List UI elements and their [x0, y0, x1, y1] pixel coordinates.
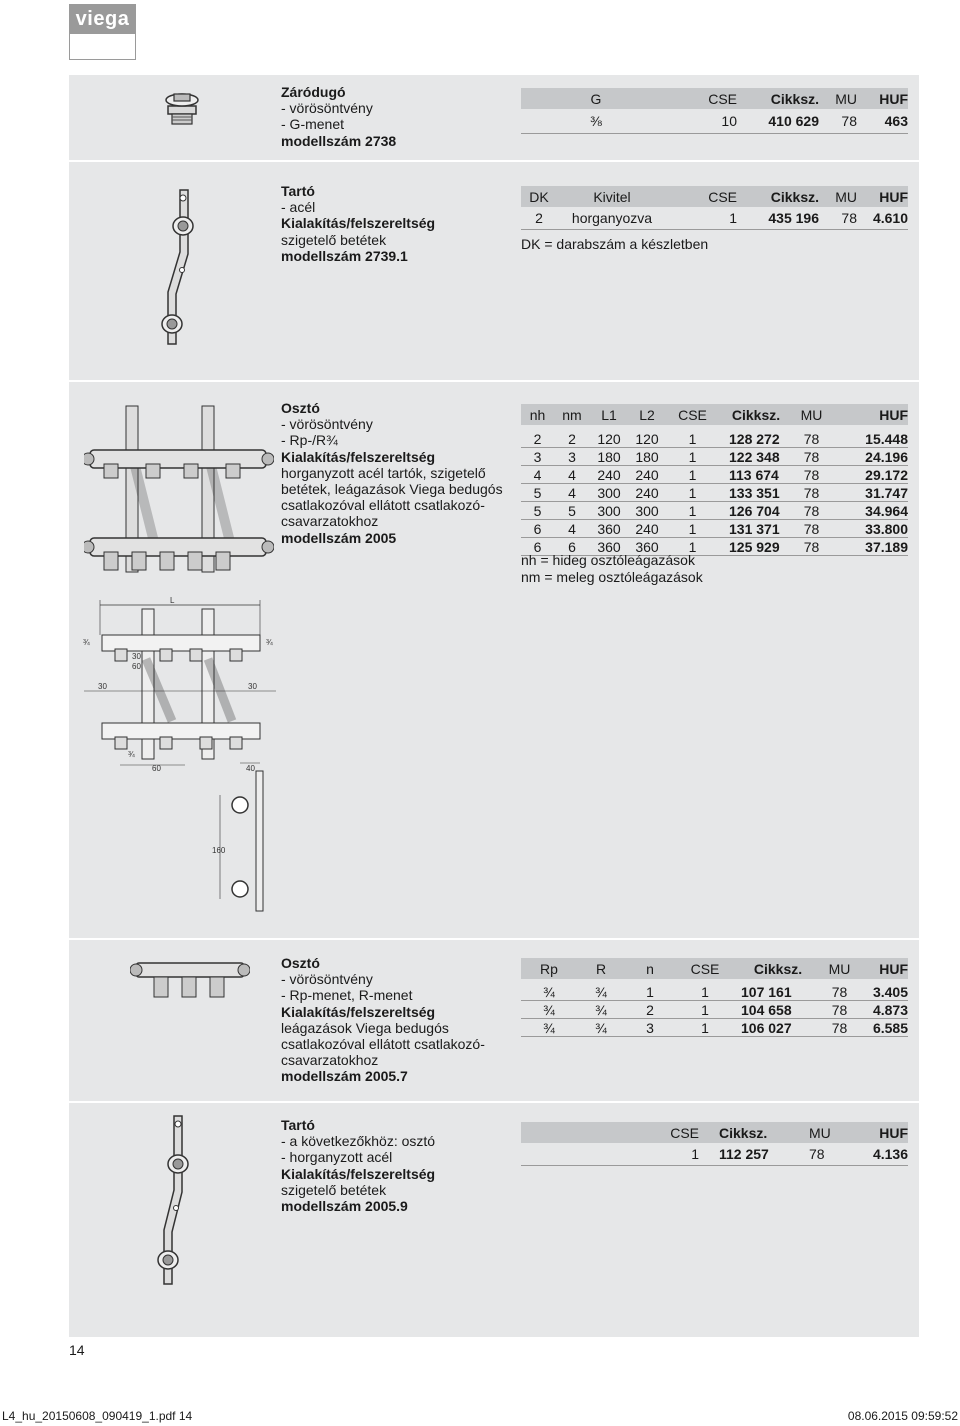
desc-line: csavarzatokhoz — [281, 1052, 379, 1069]
table-cell: 3 — [554, 448, 590, 466]
col-header: Cikksz. — [719, 404, 793, 425]
col-header: CSE — [675, 958, 735, 979]
desc-line: Kialakítás/felszereltség — [281, 448, 436, 465]
legend-note: DK = darabszám a készletben — [521, 236, 709, 252]
table-cell: 1 — [625, 983, 675, 1001]
table-cell: 360 — [590, 538, 628, 556]
desc-line: leágazások Viega bedugós — [281, 1019, 449, 1036]
col-header: HUF — [858, 958, 908, 979]
desc-line: - Rp-/R¾ — [281, 432, 338, 449]
table-row — [521, 1019, 908, 1037]
table-row — [521, 502, 908, 520]
table-cell: 78 — [819, 207, 857, 230]
section-separator — [69, 1101, 919, 1103]
model-number: modellszám 2738 — [281, 132, 397, 149]
table-cell: 78 — [793, 430, 830, 448]
table-cell: 5 — [521, 484, 554, 502]
table-cell: 122 348 — [719, 448, 793, 466]
table-cell: 180 — [590, 448, 628, 466]
table-cell: 2 — [625, 1001, 675, 1019]
model-number: modellszám 2739.1 — [281, 247, 408, 264]
table-row — [521, 1143, 908, 1166]
table-cell: 78 — [793, 502, 830, 520]
price-table-tarto — [521, 186, 908, 230]
table-row — [521, 1001, 908, 1019]
table-cell: 2 — [521, 207, 557, 230]
table-cell: 131 371 — [719, 520, 793, 538]
table-cell: 24.196 — [830, 448, 908, 466]
dimension-label: ¾ — [128, 750, 135, 759]
dimension-label: 60 — [152, 764, 161, 773]
table-cell: ¾ — [577, 983, 625, 1001]
dimension-label: ¾ — [83, 638, 90, 647]
table-cell: 78 — [793, 484, 830, 502]
desc-line: Kialakítás/felszereltség — [281, 1003, 436, 1020]
table-cell: 33.800 — [830, 520, 908, 538]
table-cell: 37.189 — [830, 538, 908, 556]
table-cell: 112 257 — [719, 1143, 809, 1166]
legend-note: nh = hideg osztóleágazások — [521, 552, 695, 568]
col-header: Cikksz. — [719, 1122, 809, 1143]
table-cell: 34.964 — [830, 502, 908, 520]
col-header: Cikksz. — [737, 88, 819, 109]
table-cell: 1 — [521, 1143, 719, 1166]
table-cell: 360 — [590, 520, 628, 538]
desc-line: - vörösöntvény — [281, 416, 373, 433]
product-title: Záródugó — [281, 84, 346, 100]
table-cell: 2 — [521, 430, 554, 448]
table-cell: 240 — [628, 466, 666, 484]
table-cell: 78 — [821, 1019, 858, 1037]
table-cell: 1 — [675, 1019, 735, 1037]
dimension-label: 30 — [248, 682, 257, 691]
col-header: DK — [521, 186, 557, 207]
table-row — [521, 983, 908, 1001]
model-number: modellszám 2005 — [281, 529, 397, 546]
table-cell: 240 — [628, 520, 666, 538]
page-number: 14 — [69, 1342, 85, 1358]
desc-line: betétek, leágazások Viega bedugós — [281, 481, 503, 498]
bracket-2-product-image — [150, 1112, 200, 1292]
table-cell: 126 704 — [719, 502, 793, 520]
desc-line: horganyzott acél tartók, szigetelő — [281, 464, 486, 481]
plug-product-image — [158, 90, 208, 130]
viega-logo — [69, 4, 136, 60]
dimension-label: 60 — [132, 662, 141, 671]
col-header: L2 — [628, 404, 666, 425]
table-cell: ¾ — [577, 1001, 625, 1019]
col-header: Rp — [521, 958, 577, 979]
table-cell: 4.136 — [849, 1143, 908, 1166]
section-separator — [69, 380, 919, 382]
table-cell: 78 — [793, 520, 830, 538]
price-table-tarto-2 — [521, 1122, 908, 1166]
table-row — [521, 520, 908, 538]
table-cell: 435 196 — [737, 207, 819, 230]
desc-line: - Rp-menet, R-menet — [281, 987, 413, 1004]
product-title: Osztó — [281, 400, 320, 416]
table-cell: 4 — [521, 466, 554, 484]
table-cell: 6 — [521, 520, 554, 538]
model-number: modellszám 2005.9 — [281, 1198, 408, 1215]
section-separator — [69, 938, 919, 940]
table-cell: ⅜ — [521, 109, 671, 134]
dimension-label: 160 — [212, 846, 226, 855]
legend-note: nm = meleg osztóleágazások — [521, 569, 703, 585]
table-cell: 128 272 — [719, 430, 793, 448]
table-cell: 1 — [666, 520, 719, 538]
col-header: L1 — [590, 404, 628, 425]
dimension-label: L — [170, 596, 175, 605]
table-cell: 120 — [628, 430, 666, 448]
col-header: HUF — [857, 186, 908, 207]
col-header: MU — [819, 186, 857, 207]
table-row — [521, 448, 908, 466]
manifold-product-image — [84, 402, 274, 582]
dimension-label: 30 — [98, 682, 107, 691]
col-header: G — [521, 88, 671, 109]
table-cell: 78 — [809, 1143, 849, 1166]
table-cell: 1 — [666, 430, 719, 448]
col-header: CSE — [521, 1122, 719, 1143]
table-cell: 1 — [667, 207, 737, 230]
table-cell: 180 — [628, 448, 666, 466]
table-cell: 300 — [628, 502, 666, 520]
desc-line: csavarzatokhoz — [281, 513, 379, 530]
table-cell: 240 — [628, 484, 666, 502]
table-cell: 133 351 — [719, 484, 793, 502]
table-cell: 4 — [554, 484, 590, 502]
table-cell: 104 658 — [735, 1001, 821, 1019]
logo-text: viega — [70, 5, 135, 34]
table-cell: 31.747 — [830, 484, 908, 502]
table-row — [521, 109, 908, 134]
table-cell: 410 629 — [737, 109, 819, 134]
dimension-label: ¾ — [266, 638, 273, 647]
dimension-label: 30 — [132, 652, 141, 661]
table-row — [521, 430, 908, 448]
table-row — [521, 466, 908, 484]
table-cell: ¾ — [521, 983, 577, 1001]
col-header: nm — [554, 404, 590, 425]
table-cell: 5 — [554, 502, 590, 520]
table-cell: 6 — [521, 538, 554, 556]
desc-line: - acél — [281, 199, 316, 216]
desc-line: Kialakítás/felszereltség — [281, 1165, 436, 1182]
desc-line: szigetelő betétek — [281, 1181, 387, 1198]
table-cell: 1 — [666, 502, 719, 520]
product-title: Tartó — [281, 183, 315, 199]
table-cell: 1 — [666, 466, 719, 484]
product-description-tarto — [281, 183, 435, 264]
desc-line: csatlakozóval ellátott csatlakozó- — [281, 497, 485, 514]
table-cell: 113 674 — [719, 466, 793, 484]
col-header: nh — [521, 404, 554, 425]
product-title: Tartó — [281, 1117, 315, 1133]
manifold-small-product-image — [130, 957, 250, 1007]
col-header: MU — [809, 1122, 849, 1143]
price-table-zarodugo — [521, 88, 908, 134]
product-description-oszto — [281, 400, 503, 546]
product-description-tarto-2 — [281, 1117, 435, 1214]
table-cell: 1 — [675, 983, 735, 1001]
table-cell: 78 — [793, 538, 830, 556]
table-cell: ¾ — [521, 1019, 577, 1037]
col-header: R — [577, 958, 625, 979]
dimension-label: 40 — [246, 764, 255, 773]
price-table-oszto — [521, 404, 908, 556]
col-header: MU — [793, 404, 830, 425]
table-cell: 6 — [554, 538, 590, 556]
table-cell: horganyozva — [557, 207, 667, 230]
col-header: Kivitel — [557, 186, 667, 207]
table-cell: 4 — [554, 520, 590, 538]
product-description-oszto-2 — [281, 955, 485, 1085]
table-cell: 3 — [625, 1019, 675, 1037]
col-header: MU — [819, 88, 857, 109]
table-cell: 360 — [628, 538, 666, 556]
table-cell: 15.448 — [830, 430, 908, 448]
manifold-technical-drawing — [80, 595, 280, 915]
table-cell: 6.585 — [858, 1019, 908, 1037]
footer-filename: L4_hu_20150608_090419_1.pdf 14 — [2, 1409, 193, 1423]
model-number: modellszám 2005.7 — [281, 1068, 408, 1085]
table-row — [521, 484, 908, 502]
desc-line: csatlakozóval ellátott csatlakozó- — [281, 1036, 485, 1053]
table-cell: 2 — [554, 430, 590, 448]
col-header: CSE — [667, 186, 737, 207]
col-header: HUF — [830, 404, 908, 425]
bracket-product-image — [158, 184, 198, 364]
desc-line: - horganyzott acél — [281, 1149, 393, 1166]
desc-line: Kialakítás/felszereltség — [281, 215, 436, 232]
table-cell: 300 — [590, 484, 628, 502]
price-table-oszto-2 — [521, 958, 908, 1037]
table-cell: 5 — [521, 502, 554, 520]
table-cell: 3 — [521, 448, 554, 466]
col-header: Cikksz. — [735, 958, 821, 979]
desc-line: - a következőkhöz: osztó — [281, 1133, 436, 1150]
table-cell: 78 — [793, 466, 830, 484]
table-cell: 125 929 — [719, 538, 793, 556]
table-cell: 29.172 — [830, 466, 908, 484]
table-cell: 78 — [821, 983, 858, 1001]
table-cell: 300 — [590, 502, 628, 520]
table-cell: 107 161 — [735, 983, 821, 1001]
table-cell: 1 — [675, 1001, 735, 1019]
table-cell: 78 — [819, 109, 857, 134]
table-cell: 3.405 — [858, 983, 908, 1001]
desc-line: szigetelő betétek — [281, 231, 387, 248]
col-header: HUF — [849, 1122, 908, 1143]
product-description-zarodugo — [281, 84, 396, 149]
table-cell: 120 — [590, 430, 628, 448]
table-cell: 1 — [666, 538, 719, 556]
table-row — [521, 207, 908, 230]
table-cell: ¾ — [521, 1001, 577, 1019]
col-header: MU — [821, 958, 858, 979]
table-cell: 4 — [554, 466, 590, 484]
table-cell: ¾ — [577, 1019, 625, 1037]
col-header: HUF — [857, 88, 908, 109]
table-cell: 1 — [666, 448, 719, 466]
desc-line: - vörösöntvény — [281, 100, 373, 117]
footer-timestamp: 08.06.2015 09:59:52 — [847, 1409, 958, 1423]
col-header: n — [625, 958, 675, 979]
table-cell: 78 — [793, 448, 830, 466]
table-cell: 4.873 — [858, 1001, 908, 1019]
section-separator — [69, 160, 919, 162]
table-cell: 463 — [857, 109, 908, 134]
table-cell: 1 — [666, 484, 719, 502]
table-cell: 106 027 — [735, 1019, 821, 1037]
desc-line: - vörösöntvény — [281, 971, 373, 988]
table-cell: 10 — [671, 109, 737, 134]
col-header: CSE — [666, 404, 719, 425]
table-cell: 4.610 — [857, 207, 908, 230]
col-header: Cikksz. — [737, 186, 819, 207]
col-header: CSE — [671, 88, 737, 109]
desc-line: - G-menet — [281, 116, 345, 133]
product-title: Osztó — [281, 955, 320, 971]
table-cell: 78 — [821, 1001, 858, 1019]
table-cell: 240 — [590, 466, 628, 484]
